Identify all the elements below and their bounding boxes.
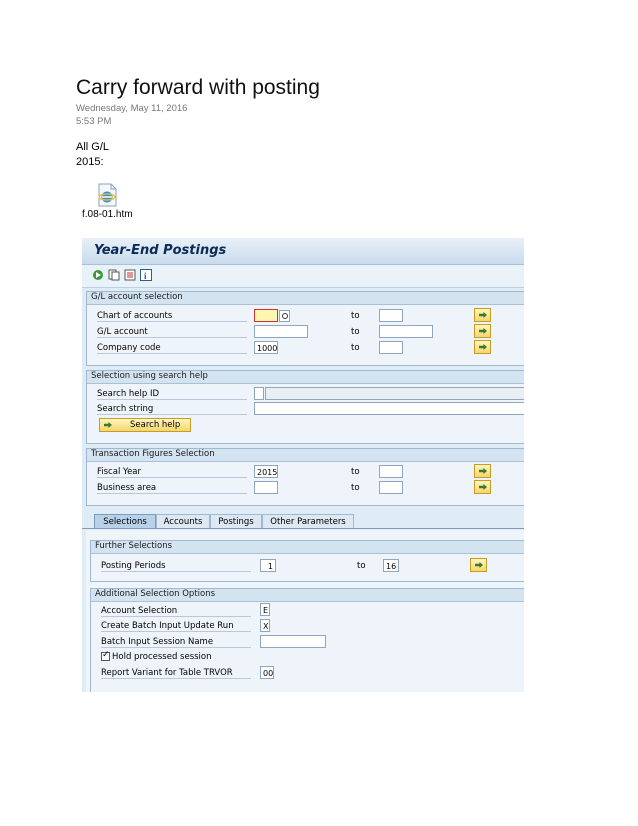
sap-window [82,238,524,692]
account-selection-label: Account Selection [101,606,251,617]
fiscal-year-label: Fiscal Year [97,467,247,478]
account-selection-input[interactable]: E [260,603,270,616]
group-title: G/L account selection [91,292,183,302]
tab-strip [82,512,524,529]
search-help-group [86,370,524,444]
batch-input-run-label: Create Batch Input Update Run [101,621,251,632]
info-icon[interactable] [140,269,152,281]
to-label: to [351,343,360,353]
to-label: to [351,467,360,477]
company-code-from-input[interactable]: 1000 [254,341,278,354]
fiscal-year-to-input[interactable] [379,465,403,478]
fiscal-year-input[interactable]: 2015 [254,465,278,478]
company-code-label: Company code [97,343,247,354]
tab-accounts[interactable]: Accounts [156,514,210,528]
list-icon[interactable] [124,269,136,281]
further-selections-group [90,540,524,582]
variant-icon[interactable] [108,269,120,281]
search-help-id-label: Search help ID [97,389,247,400]
multiple-selection-button[interactable] [474,464,491,478]
search-help-button-label: Search help [130,420,181,430]
report-variant-input[interactable]: 00 [260,666,274,679]
note-line: 2015: [76,156,104,168]
group-title: Transaction Figures Selection [91,449,215,459]
tab-postings[interactable]: Postings [210,514,262,528]
chart-of-accounts-from-input[interactable] [254,309,278,322]
chart-of-accounts-label: Chart of accounts [97,311,247,322]
business-area-label: Business area [97,483,247,494]
batch-session-name-input[interactable] [260,635,326,648]
posting-periods-label: Posting Periods [101,561,251,572]
to-label: to [357,561,366,571]
tab-other-parameters[interactable]: Other Parameters [262,514,354,528]
tab-content [86,530,524,692]
sap-toolbar [82,265,524,288]
hold-processed-checkbox[interactable] [101,652,110,661]
search-string-label: Search string [97,404,247,415]
gl-account-selection-group [86,291,524,366]
svg-text:i: i [144,271,147,281]
posting-period-from-input[interactable]: 1 [260,559,276,572]
execute-icon[interactable] [92,269,104,281]
report-variant-label: Report Variant for Table TRVOR [101,668,251,679]
arrow-right-icon [104,422,112,428]
sap-screen-title: Year-End Postings [94,243,227,258]
gl-account-to-input[interactable] [379,325,433,338]
batch-session-name-label: Batch Input Session Name [101,637,251,648]
multiple-selection-button[interactable] [474,324,491,338]
page-time: 5:53 PM [76,116,112,127]
business-area-from-input[interactable] [254,481,278,494]
posting-period-to-input[interactable]: 16 [383,559,399,572]
hold-processed-label: Hold processed session [112,652,212,662]
company-code-to-input[interactable] [379,341,403,354]
to-label: to [351,311,360,321]
to-label: to [351,483,360,493]
transaction-figures-group [86,448,524,506]
multiple-selection-button[interactable] [474,480,491,494]
search-help-id-input[interactable] [254,387,264,400]
multiple-selection-button[interactable] [470,558,487,572]
search-icon[interactable] [279,310,290,322]
note-line: All G/L [76,141,110,153]
batch-input-run-input[interactable]: X [260,619,270,632]
gl-account-label: G/L account [97,327,247,338]
multiple-selection-button[interactable] [474,340,491,354]
search-help-description-field [265,387,524,400]
group-title: Selection using search help [91,371,208,381]
search-help-button[interactable] [99,418,191,432]
to-label: to [351,327,360,337]
attachment-filename[interactable]: f.08-01.htm [82,209,133,220]
sap-title-bar [82,238,524,265]
additional-selection-options-group [90,588,524,692]
multiple-selection-button[interactable] [474,308,491,322]
group-title: Further Selections [95,541,173,551]
chart-of-accounts-to-input[interactable] [379,309,403,322]
html-file-icon[interactable] [96,183,118,207]
group-title: Additional Selection Options [95,589,216,599]
business-area-to-input[interactable] [379,481,403,494]
gl-account-from-input[interactable] [254,325,308,338]
search-string-input[interactable] [254,402,524,415]
tab-selections[interactable]: Selections [94,514,156,528]
page-date: Wednesday, May 11, 2016 [76,103,188,114]
page-title: Carry forward with posting [76,76,320,99]
